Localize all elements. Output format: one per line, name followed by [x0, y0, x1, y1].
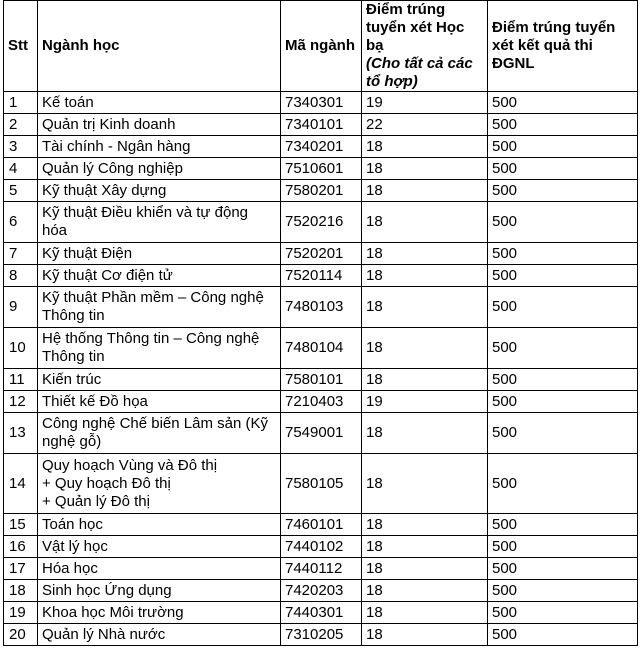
cell-diem-hoc-ba: 18 [362, 202, 488, 243]
cell-diem-dgnl: 500 [488, 136, 638, 158]
cell-diem-dgnl: 500 [488, 369, 638, 391]
cell-diem-hoc-ba: 18 [362, 136, 488, 158]
table-row [4, 243, 638, 265]
cell-diem-dgnl: 500 [488, 243, 638, 265]
header-row [4, 1, 638, 92]
cell-nganh-hoc-line: Kiến trúc [42, 371, 102, 388]
cell-stt: 13 [4, 413, 38, 454]
table-row [4, 580, 638, 602]
cell-stt: 6 [4, 202, 38, 243]
cell-diem-dgnl: 500 [488, 413, 638, 454]
table-row [4, 602, 638, 624]
cell-diem-hoc-ba: 18 [362, 180, 488, 202]
cell-nganh-hoc-line: nghệ gỗ) [42, 433, 102, 450]
cell-nganh-hoc-line: Hệ thống Thông tin – Công nghệ [42, 330, 260, 347]
cell-nganh-hoc-line: Sinh học Ứng dụng [42, 582, 172, 599]
header-diem-dgnl [488, 1, 638, 92]
cell-ma-nganh: 7340301 [281, 92, 362, 114]
cell-nganh-hoc [38, 514, 281, 536]
cell-diem-hoc-ba: 18 [362, 580, 488, 602]
cell-diem-dgnl: 500 [488, 624, 638, 646]
cell-diem-hoc-ba: 18 [362, 536, 488, 558]
cell-nganh-hoc-line: + Quy hoạch Đô thị [42, 474, 171, 492]
cell-nganh-hoc-line: Tài chính - Ngân hàng [42, 138, 191, 155]
cell-stt: 18 [4, 580, 38, 602]
cell-nganh-hoc [38, 536, 281, 558]
cell-nganh-hoc-line: Thiết kế Đồ họa [42, 393, 148, 410]
cell-diem-hoc-ba: 18 [362, 369, 488, 391]
cell-stt: 5 [4, 180, 38, 202]
cell-nganh-hoc-line: + Quản lý Đô thị [42, 492, 150, 510]
cell-ma-nganh: 7580105 [281, 454, 362, 514]
cell-nganh-hoc [38, 391, 281, 413]
cell-diem-dgnl: 500 [488, 391, 638, 413]
cell-diem-hoc-ba: 19 [362, 391, 488, 413]
cell-stt: 4 [4, 158, 38, 180]
cell-nganh-hoc [38, 413, 281, 454]
table-row [4, 413, 638, 454]
cell-nganh-hoc-line: Hóa học [42, 560, 98, 577]
cell-nganh-hoc-line: Kỹ thuật Điện [42, 245, 133, 262]
cell-diem-dgnl: 500 [488, 514, 638, 536]
cell-stt: 20 [4, 624, 38, 646]
cell-stt: 3 [4, 136, 38, 158]
cell-nganh-hoc-line: Quy hoạch Vùng và Đô thị [42, 456, 218, 474]
cell-ma-nganh: 7340101 [281, 114, 362, 136]
cell-nganh-hoc [38, 136, 281, 158]
cell-nganh-hoc [38, 328, 281, 369]
cell-diem-dgnl: 500 [488, 158, 638, 180]
cell-diem-dgnl: 500 [488, 536, 638, 558]
cell-nganh-hoc [38, 624, 281, 646]
table-row [4, 328, 638, 369]
cell-ma-nganh: 7480103 [281, 287, 362, 328]
cell-diem-hoc-ba: 18 [362, 158, 488, 180]
cell-stt: 7 [4, 243, 38, 265]
cell-diem-dgnl: 500 [488, 287, 638, 328]
cell-nganh-hoc-line: Quản trị Kinh doanh [42, 116, 176, 133]
cell-stt: 8 [4, 265, 38, 287]
cell-stt: 14 [4, 454, 38, 514]
table-row [4, 454, 638, 514]
cell-nganh-hoc [38, 287, 281, 328]
cell-ma-nganh: 7520201 [281, 243, 362, 265]
cell-nganh-hoc-line: Vật lý học [42, 538, 108, 555]
cell-nganh-hoc [38, 369, 281, 391]
cell-diem-hoc-ba: 22 [362, 114, 488, 136]
table-row [4, 391, 638, 413]
table-row [4, 158, 638, 180]
header-stt: Stt [4, 1, 38, 92]
header-nganh-hoc: Ngành học [38, 1, 281, 92]
cell-diem-dgnl: 500 [488, 328, 638, 369]
cell-diem-dgnl: 500 [488, 580, 638, 602]
cell-stt: 10 [4, 328, 38, 369]
header-diem-hoc-ba [362, 1, 488, 92]
cell-nganh-hoc [38, 602, 281, 624]
header-diem-hoc-ba-note: tổ hợp) [366, 73, 418, 90]
cell-ma-nganh: 7580101 [281, 369, 362, 391]
cell-nganh-hoc [38, 114, 281, 136]
header-diem-dgnl-line: Điểm trúng tuyển [492, 19, 616, 36]
table-row [4, 536, 638, 558]
table-row [4, 92, 638, 114]
table-row [4, 558, 638, 580]
cell-ma-nganh: 7440112 [281, 558, 362, 580]
table-row [4, 265, 638, 287]
cell-nganh-hoc-line: Công nghệ Chế biến Lâm sản (Kỹ [42, 415, 268, 432]
cell-ma-nganh: 7440102 [281, 536, 362, 558]
cell-ma-nganh: 7340201 [281, 136, 362, 158]
cell-diem-hoc-ba: 18 [362, 558, 488, 580]
cell-stt: 17 [4, 558, 38, 580]
cell-stt: 1 [4, 92, 38, 114]
cell-diem-hoc-ba: 18 [362, 265, 488, 287]
cell-ma-nganh: 7520216 [281, 202, 362, 243]
header-diem-hoc-ba-line: Điểm trúng [366, 1, 446, 18]
cell-nganh-hoc [38, 454, 281, 514]
header-diem-dgnl-line: ĐGNL [492, 55, 535, 72]
cell-diem-hoc-ba: 18 [362, 243, 488, 265]
cell-stt: 9 [4, 287, 38, 328]
cell-ma-nganh: 7440301 [281, 602, 362, 624]
cell-diem-hoc-ba: 18 [362, 602, 488, 624]
cell-diem-hoc-ba: 18 [362, 287, 488, 328]
cell-nganh-hoc [38, 265, 281, 287]
cell-nganh-hoc-line: Kỹ thuật Xây dựng [42, 182, 167, 199]
cell-ma-nganh: 7580201 [281, 180, 362, 202]
cell-diem-dgnl: 500 [488, 602, 638, 624]
table-row [4, 624, 638, 646]
cell-diem-dgnl: 500 [488, 454, 638, 514]
cell-ma-nganh: 7310205 [281, 624, 362, 646]
cell-nganh-hoc-line: Kỹ thuật Điều khiển và tự động [42, 204, 249, 221]
table-row [4, 287, 638, 328]
cell-stt: 2 [4, 114, 38, 136]
cell-nganh-hoc-line: Thông tin [42, 348, 105, 365]
cell-diem-dgnl: 500 [488, 180, 638, 202]
cell-nganh-hoc-line: Thông tin [42, 307, 105, 324]
cell-ma-nganh: 7520114 [281, 265, 362, 287]
header-diem-hoc-ba-note: (Cho tất cả các [366, 55, 473, 72]
cell-nganh-hoc-line: Toán học [42, 516, 103, 533]
cell-ma-nganh: 7420203 [281, 580, 362, 602]
header-diem-hoc-ba-line: tuyển xét Học bạ [366, 19, 465, 54]
cell-ma-nganh: 7460101 [281, 514, 362, 536]
table-row [4, 202, 638, 243]
cell-nganh-hoc [38, 558, 281, 580]
cell-nganh-hoc [38, 180, 281, 202]
cell-diem-dgnl: 500 [488, 558, 638, 580]
admission-table-container [3, 0, 638, 646]
cell-ma-nganh: 7480104 [281, 328, 362, 369]
cell-stt: 19 [4, 602, 38, 624]
cell-nganh-hoc-line: Quản lý Nhà nước [42, 626, 166, 643]
table-row [4, 369, 638, 391]
cell-stt: 15 [4, 514, 38, 536]
cell-nganh-hoc-line: hóa [42, 222, 68, 239]
cell-ma-nganh: 7510601 [281, 158, 362, 180]
table-body [4, 92, 638, 646]
cell-nganh-hoc [38, 243, 281, 265]
header-diem-dgnl-line: xét kết quả thi [492, 37, 593, 54]
table-row [4, 514, 638, 536]
cell-diem-hoc-ba: 18 [362, 514, 488, 536]
admission-score-table [3, 0, 638, 646]
cell-diem-dgnl: 500 [488, 92, 638, 114]
cell-stt: 16 [4, 536, 38, 558]
cell-ma-nganh: 7549001 [281, 413, 362, 454]
cell-diem-hoc-ba: 18 [362, 454, 488, 514]
cell-nganh-hoc [38, 580, 281, 602]
cell-nganh-hoc-line: Kỹ thuật Cơ điện tử [42, 267, 173, 284]
cell-nganh-hoc-line: Kỹ thuật Phần mềm – Công nghệ [42, 289, 264, 306]
table-row [4, 180, 638, 202]
cell-nganh-hoc [38, 158, 281, 180]
cell-diem-dgnl: 500 [488, 202, 638, 243]
cell-stt: 12 [4, 391, 38, 413]
cell-ma-nganh: 7210403 [281, 391, 362, 413]
table-row [4, 114, 638, 136]
cell-diem-dgnl: 500 [488, 114, 638, 136]
cell-diem-hoc-ba: 18 [362, 624, 488, 646]
cell-nganh-hoc [38, 92, 281, 114]
cell-nganh-hoc-line: Kế toán [42, 94, 94, 111]
cell-diem-hoc-ba: 18 [362, 328, 488, 369]
cell-diem-hoc-ba: 19 [362, 92, 488, 114]
table-row [4, 136, 638, 158]
cell-diem-dgnl: 500 [488, 265, 638, 287]
header-ma-nganh: Mã ngành [281, 1, 362, 92]
cell-stt: 11 [4, 369, 38, 391]
cell-nganh-hoc-line: Quản lý Công nghiệp [42, 160, 183, 177]
cell-nganh-hoc-line: Khoa học Môi trường [42, 604, 184, 621]
cell-diem-hoc-ba: 18 [362, 413, 488, 454]
table-header [4, 1, 638, 92]
cell-nganh-hoc [38, 202, 281, 243]
